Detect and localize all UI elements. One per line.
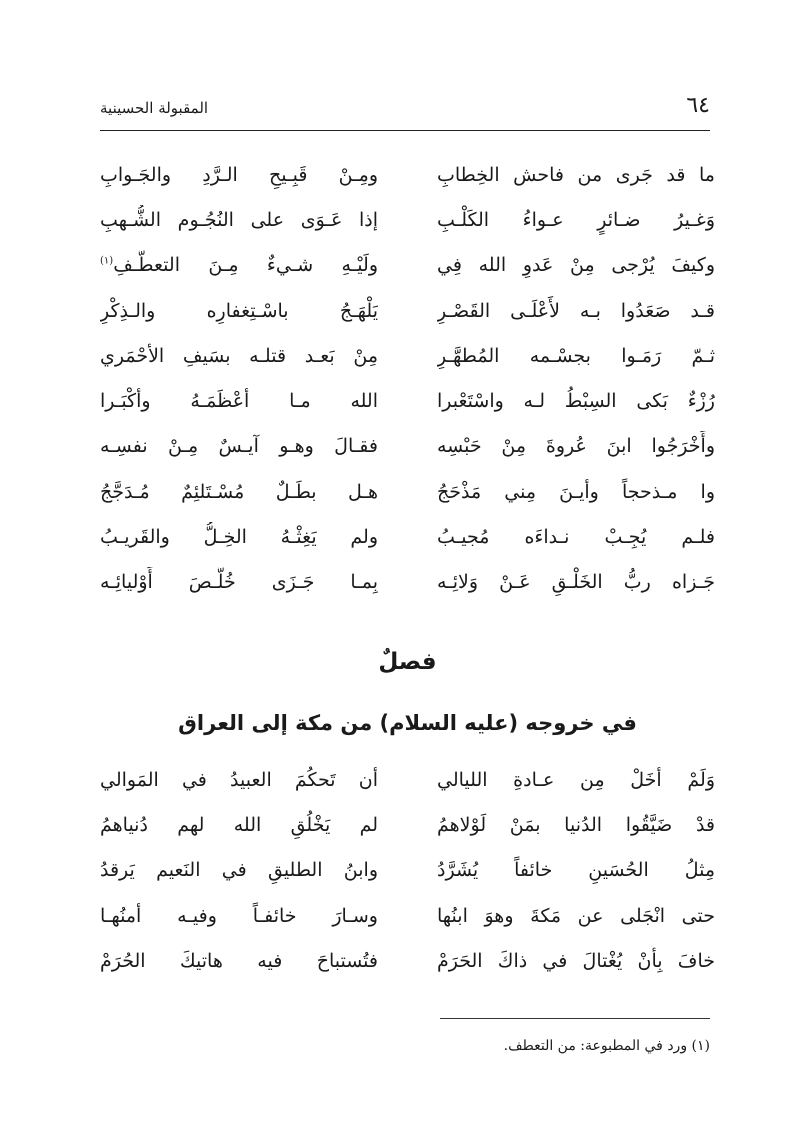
verse-row — [100, 424, 715, 469]
verse-first-hemistich: وَغـيرُ ضـائرٍ عـواءُ الكَلْـبِ — [437, 208, 715, 231]
verse-row — [100, 893, 715, 938]
verse-second-hemistich: وسـارَ خائفـاً وفيـه أمنُهـا — [100, 904, 378, 927]
verse-second-hemistich: ولم يَغِثْـهُ الخِـلُّ والقَريـبُ — [100, 526, 378, 549]
verse-row — [100, 938, 715, 983]
verse-first-hemistich: قـد صَعَدُوا بـه لأَعْلَـى القَصْـرِ — [437, 299, 715, 322]
verse-row — [100, 378, 715, 423]
verse-first-hemistich: وأَخْرَجُوا ابنَ عُروةَ مِنْ حَبْسِه — [437, 435, 715, 458]
verse-first-hemistich: مِثلُ الحُسَينِ خائفاً يُشَرَّدُ — [437, 859, 715, 882]
section-subtitle: في خروجه (عليه السلام) من مكة إلى العراق — [178, 711, 637, 735]
verse-first-hemistich: وا مـذحجاً وأيـنَ مِني مَذْحَجُ — [437, 480, 715, 503]
verse-row — [100, 560, 715, 605]
verse-second-hemistich: الله مـا أعْظَمَـهُ وأكْبَـرا — [100, 390, 378, 413]
verse-first-hemistich: خافَ بِأَنْ يُغْتالَ في ذاكَ الحَرَمْ — [437, 949, 715, 972]
verse-row — [100, 757, 715, 802]
verse-row — [100, 333, 715, 378]
verse-row — [100, 514, 715, 559]
verse-row — [100, 243, 715, 288]
page-number: ٦٤ — [686, 93, 710, 118]
verse-text: ولَيْـهِ شـيءٌ مِـنَ التعطُّـفِ — [113, 254, 378, 277]
verse-second-hemistich: إذا عَـوَى على النُجُـوم الشُّـهبِ — [100, 208, 378, 231]
footnote: (١) ورد في المطبوعة: من التعطف. — [503, 1038, 710, 1054]
verse-first-hemistich: وَلَمْ أخَلْ مِن عـادةِ الليالي — [437, 768, 715, 791]
verse-first-hemistich: قدْ ضَيَّقُوا الدُنيا بمَنْ لَوْلاهمُ — [437, 813, 715, 836]
poem-stanza-2 — [100, 757, 715, 983]
verse-first-hemistich: رُزْءٌ بَكى السِبْطُ لـه واسْتَعْبرا — [437, 390, 715, 413]
footnote-marker: (١) — [100, 255, 114, 267]
verse-second-hemistich: أن تَحكُمَ العبيدُ في المَوالي — [100, 768, 378, 791]
verse-first-hemistich: فلـم يُجِـبْ نـداءَه مُجيـبُ — [437, 526, 715, 549]
verse-second-hemistich: بِمـا جَـزَى خُلَّـصَ أَوْليائِـه — [100, 571, 378, 594]
verse-row — [100, 802, 715, 847]
verse-second-hemistich: يَلْهَـجُ باسْـتِغفارِه والـذِكْرِ — [100, 299, 378, 322]
running-title: المقبولة الحسينية — [100, 99, 209, 117]
verse-second-hemistich: مِنْ بَعـد قتلـه بسَيفِ الأحْمَري — [100, 344, 378, 367]
verse-first-hemistich: وكيفَ يُرْجى مِنْ عَدوِ الله فِي — [437, 254, 715, 277]
verse-first-hemistich: ثـمّ رَمَـوا بجسْـمه المُطهَّـرِ — [437, 344, 715, 367]
verse-row — [100, 152, 715, 197]
verse-first-hemistich: حتى انْجَلى عن مَكةَ وهوَ ابنُها — [437, 904, 715, 927]
verse-row — [100, 469, 715, 514]
footnote-rule — [440, 1018, 710, 1019]
verse-row — [100, 288, 715, 333]
verse-second-hemistich: وابنُ الطليقِ في النَعيم يَرقدُ — [100, 859, 378, 882]
verse-first-hemistich: ما قد جَرى من فاحش الخِطابِ — [437, 163, 715, 186]
verse-second-hemistich — [100, 250, 378, 280]
section-title: فصلٌ — [378, 649, 437, 675]
verse-second-hemistich: لم يَخْلُقِ الله لهم دُنياهمُ — [100, 813, 378, 836]
verse-second-hemistich: ومِـنْ قَبِـيحِ الـرَّدِ والجَـوابِ — [100, 163, 378, 186]
verse-first-hemistich: جَـزاه ربُّ الخَلْـقِ عَـنْ وَلائِـه — [437, 571, 715, 594]
page-header — [100, 92, 710, 126]
verse-row — [100, 197, 715, 242]
header-rule — [100, 130, 710, 131]
verse-second-hemistich: فقـالَ وهـو آيـسٌ مِـنْ نفسِـه — [100, 435, 378, 458]
verse-row — [100, 848, 715, 893]
poem-stanza-1 — [100, 152, 715, 605]
verse-second-hemistich: هـل بطَـلٌ مُسْـتَلئِمٌ مُـدَجَّجُ — [100, 480, 378, 503]
verse-second-hemistich: فتُستباحَ فيه هاتيكَ الحُرَمْ — [100, 949, 378, 972]
